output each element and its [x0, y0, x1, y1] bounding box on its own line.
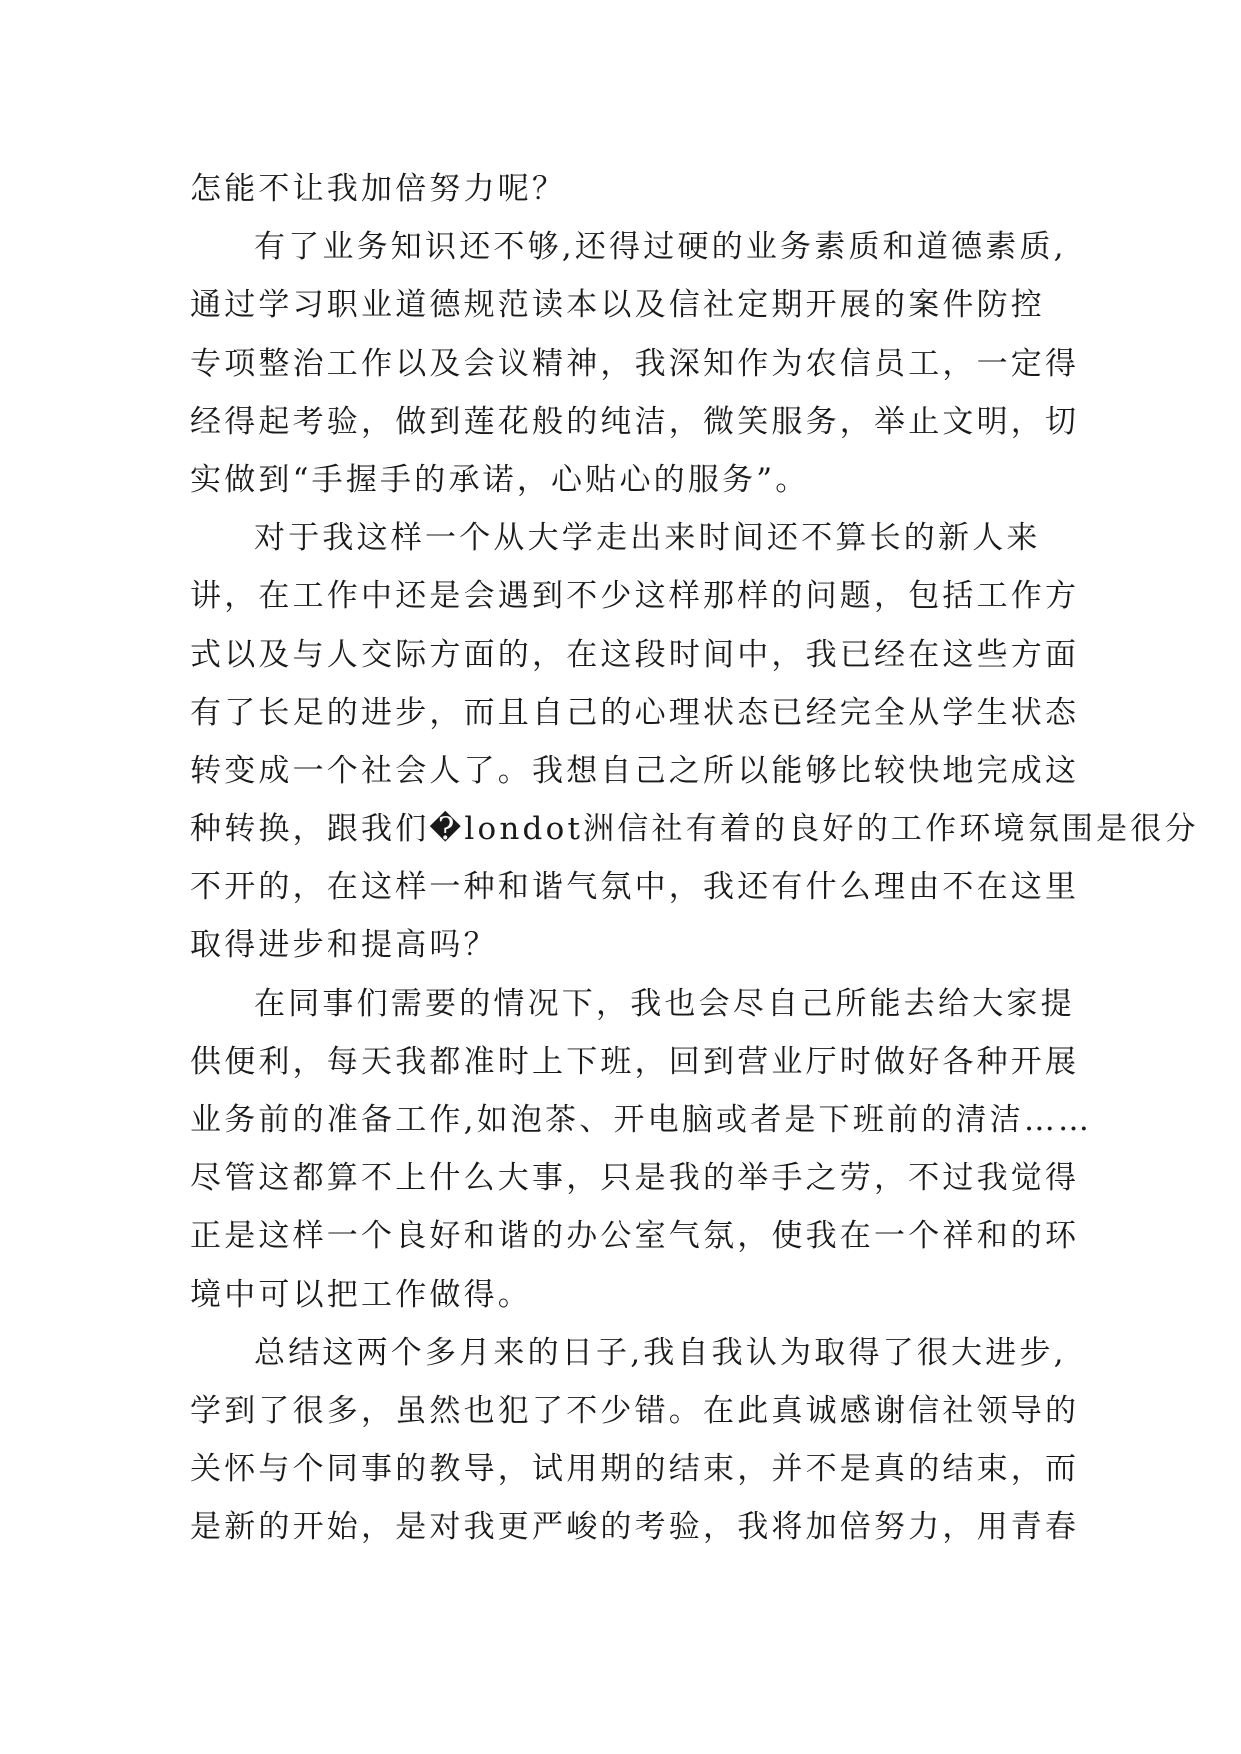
text-line: 经得起考验，做到莲花般的纯洁，微笑服务，举止文明，切	[190, 403, 1080, 440]
text-line: 转变成一个社会人了。我想自己之所以能够比较快地完成这	[190, 752, 1080, 789]
paragraph-first-line: 有了业务知识还不够,还得过硬的业务素质和道德素质,	[254, 229, 1067, 266]
text-line: 讲，在工作中还是会遇到不少这样那样的问题，包括工作方	[190, 578, 1080, 615]
text-line: 关怀与个同事的教导，试用期的结束，并不是真的结束，而	[190, 1451, 1080, 1488]
text-line: 取得进步和提高吗？	[190, 927, 498, 964]
text-line: 怎能不让我加倍努力呢？	[190, 171, 567, 207]
paragraph-first-line: 总结这两个多月来的日子,我自我认为取得了很大进步,	[254, 1334, 1067, 1371]
paragraph-first-line: 在同事们需要的情况下，我也会尽自己所能去给大家提	[254, 985, 1075, 1022]
text-line: 有了长足的进步，而且自己的心理状态已经完全从学生状态	[190, 694, 1080, 731]
text-line: 式以及与人交际方面的，在这段时间中，我已经在这些方面	[190, 636, 1080, 673]
text-line: 是新的开始，是对我更严峻的考验，我将加倍努力，用青春	[190, 1509, 1080, 1546]
text-line: 学到了很多，虽然也犯了不少错。在此真诚感谢信社领导的	[190, 1392, 1080, 1429]
text-line: 供便利，每天我都准时上下班，回到营业厅时做好各种开展	[190, 1043, 1080, 1080]
text-line: 通过学习职业道德规范读本以及信社定期开展的案件防控	[190, 287, 1045, 324]
text-line: 尽管这都算不上什么大事，只是我的举手之劳，不过我觉得	[190, 1160, 1080, 1197]
text-line: 业务前的准备工作,如泡茶、开电脑或者是下班前的清洁……	[190, 1102, 1093, 1138]
body-text	[190, 160, 1199, 1557]
text-line: 实做到“手握手的承诺，心贴心的服务”。	[190, 461, 810, 498]
text-line: 专项整治工作以及会议精神，我深知作为农信员工，一定得	[190, 345, 1080, 382]
text-line: 境中可以把工作做得。	[190, 1276, 532, 1313]
text-line: 不开的，在这样一种和谐气氛中，我还有什么理由不在这里	[190, 869, 1080, 906]
paragraph-first-line: 对于我这样一个从大学走出来时间还不算长的新人来	[254, 520, 1041, 557]
text-line: 正是这样一个良好和谐的办公室气氛，使我在一个祥和的环	[190, 1218, 1080, 1255]
text-line: 种转换，跟我们�londot洲信社有着的良好的工作环境氛围是很分	[190, 811, 1199, 848]
